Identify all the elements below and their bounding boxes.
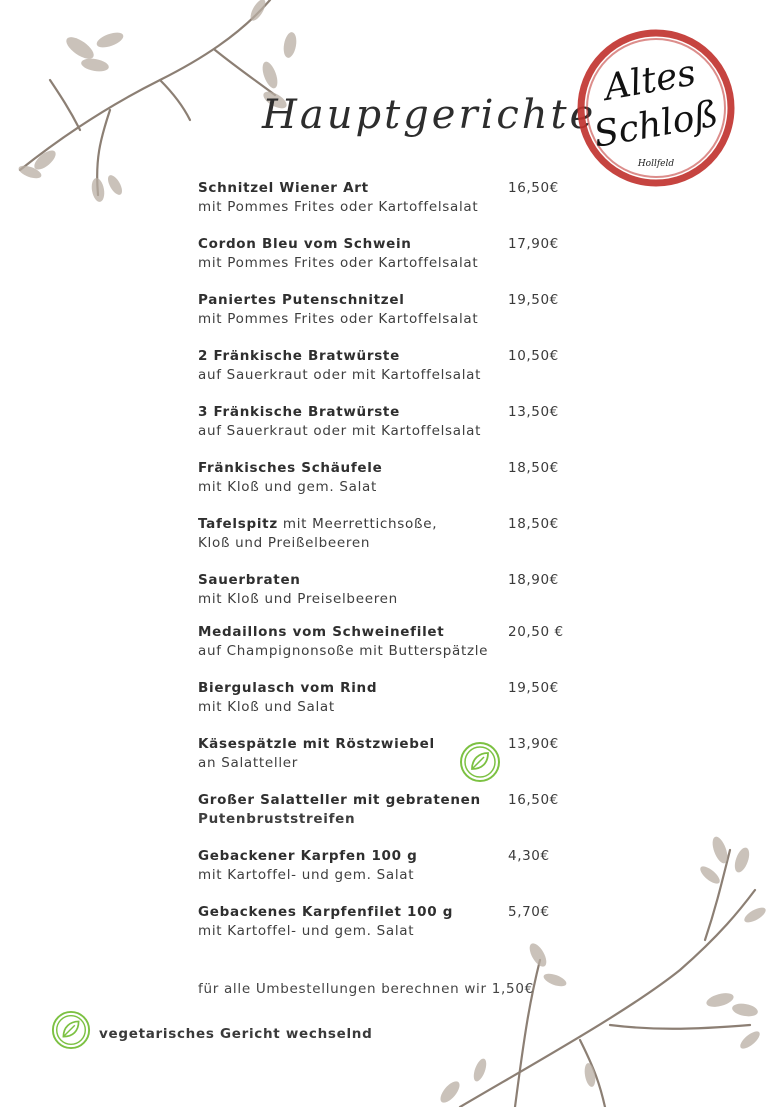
item-price: 5,70€ (508, 904, 550, 920)
leaf-icon (459, 741, 501, 783)
item-name: Biergulasch vom Rind (198, 680, 378, 696)
item-description: mit Kartoffel- und gem. Salat (198, 867, 415, 883)
item-name: 3 Fränkische Bratwürste (198, 404, 400, 420)
item-price: 16,50€ (508, 792, 559, 808)
item-description: mit Pommes Frites oder Kartoffelsalat (198, 199, 479, 215)
item-name: Gebackener Karpfen 100 g (198, 848, 418, 864)
leaf-icon (51, 1010, 91, 1050)
menu-item (198, 460, 578, 498)
item-name: Cordon Bleu vom Schwein (198, 236, 412, 252)
item-description: mit Kartoffel- und gem. Salat (198, 923, 415, 939)
item-name: 2 Fränkische Bratwürste (198, 348, 400, 364)
menu-item (198, 680, 578, 718)
menu-item (198, 848, 578, 886)
item-name: Paniertes Putenschnitzel (198, 292, 405, 308)
menu-item (198, 404, 578, 442)
menu-item (198, 516, 578, 554)
item-price: 19,50€ (508, 680, 559, 696)
item-price: 10,50€ (508, 348, 559, 364)
menu-item (198, 236, 578, 274)
item-description: mit Pommes Frites oder Kartoffelsalat (198, 311, 479, 327)
item-description: mit Kloß und gem. Salat (198, 479, 377, 495)
logo-sub: Hollfeld (637, 159, 675, 169)
item-price: 13,90€ (508, 736, 559, 752)
item-description: auf Sauerkraut oder mit Kartoffelsalat (198, 423, 482, 439)
item-description: auf Sauerkraut oder mit Kartoffelsalat (198, 367, 482, 383)
menu-item (198, 624, 578, 662)
item-description: auf Champignonsoße mit Butterspätzle (198, 643, 489, 659)
logo (572, 24, 740, 192)
item-name: Käsespätzle mit Röstzwiebel (198, 736, 435, 752)
logo-line1: Altes (601, 52, 699, 109)
item-name: Medaillons vom Schweinefilet (198, 624, 445, 640)
item-price: 19,50€ (508, 292, 559, 308)
item-name: Tafelspitz (198, 516, 278, 532)
item-price: 18,50€ (508, 460, 559, 476)
item-name: Sauerbraten (198, 572, 301, 588)
menu-item (198, 904, 578, 942)
item-description: Kloß und Preißelbeeren (198, 535, 371, 551)
menu-item (198, 736, 578, 774)
item-description: Putenbruststreifen (198, 811, 356, 827)
menu-item (198, 792, 578, 830)
item-price: 4,30€ (508, 848, 550, 864)
item-price: 18,50€ (508, 516, 559, 532)
surcharge-note: für alle Umbestellungen berechnen wir 1,50€ (198, 981, 534, 997)
item-price: 18,90€ (508, 572, 559, 588)
item-name: Fränkisches Schäufele (198, 460, 383, 476)
menu-item (198, 180, 578, 218)
item-price: 20,50 € (508, 624, 564, 640)
item-name-rest: mit Meerrettichsoße, (277, 516, 438, 532)
item-description: an Salatteller (198, 755, 299, 771)
item-name: Großer Salatteller mit gebratenen (198, 792, 481, 808)
vegetarian-legend: vegetarisches Gericht wechselnd (99, 1026, 373, 1042)
item-price: 16,50€ (508, 180, 559, 196)
logo-line2: Schloß (590, 93, 722, 156)
item-price: 17,90€ (508, 236, 559, 252)
item-name: Gebackenes Karpfenfilet 100 g (198, 904, 454, 920)
item-description: mit Pommes Frites oder Kartoffelsalat (198, 255, 479, 271)
menu-item (198, 292, 578, 330)
item-description: mit Kloß und Preiselbeeren (198, 591, 398, 607)
page-title: Hauptgerichte (262, 92, 597, 138)
item-description: mit Kloß und Salat (198, 699, 335, 715)
item-price: 13,50€ (508, 404, 559, 420)
menu-item (198, 348, 578, 386)
menu-item (198, 572, 578, 610)
item-name: Schnitzel Wiener Art (198, 180, 369, 196)
